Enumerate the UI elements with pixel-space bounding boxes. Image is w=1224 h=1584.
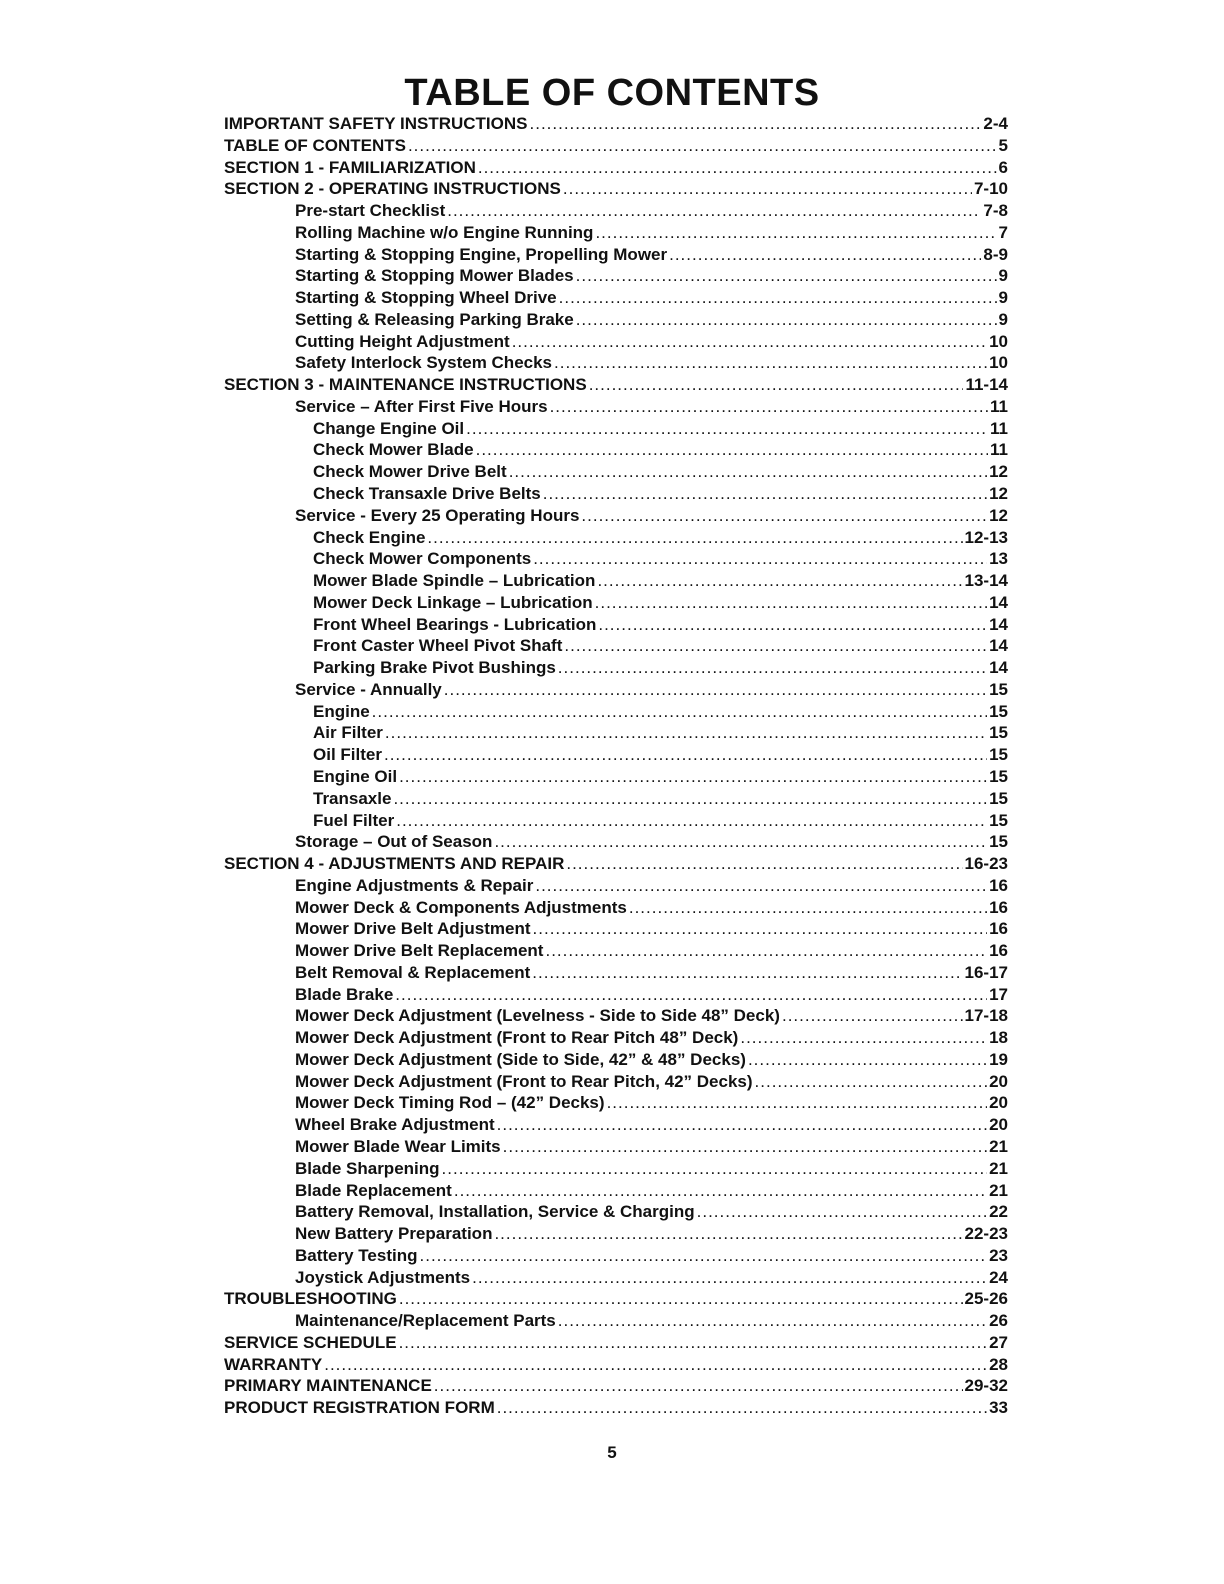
toc-entry-page: 14 <box>989 658 1008 678</box>
toc-entry-page: 13 <box>989 549 1008 569</box>
dot-leader <box>395 984 987 1006</box>
toc-entry <box>224 135 1008 157</box>
toc-entry <box>224 701 1008 723</box>
toc-entry <box>224 918 1008 940</box>
toc-entry-page: 9 <box>998 309 1008 329</box>
toc-entry-page: 16 <box>989 919 1008 939</box>
toc-entry-page: 6 <box>998 157 1008 177</box>
toc-entry-page: 15 <box>989 745 1008 765</box>
toc-entry-page: 7-8 <box>983 201 1008 221</box>
page-number: 5 <box>607 1443 617 1462</box>
toc-entry <box>224 1114 1008 1136</box>
toc-entry <box>224 439 1008 461</box>
dot-leader <box>533 548 987 570</box>
toc-entry-label: Mower Deck Timing Rod – (42” Decks) <box>295 1093 605 1113</box>
toc-entry-label: Mower Drive Belt Replacement <box>295 941 544 961</box>
dot-leader <box>607 1092 988 1114</box>
toc-entry-label: Check Mower Drive Belt <box>313 462 507 482</box>
dot-leader <box>447 200 981 222</box>
toc-entry-label: Blade Brake <box>295 984 394 1004</box>
toc-entry <box>224 1158 1008 1180</box>
toc-entry <box>224 418 1008 440</box>
toc-entry-label: New Battery Preparation <box>295 1224 493 1244</box>
dot-leader <box>427 527 962 549</box>
toc-entry-page: 11 <box>990 396 1008 416</box>
toc-entry-page: 23 <box>989 1245 1008 1265</box>
toc-entry-page: 33 <box>989 1398 1008 1418</box>
toc-entry-page: 19 <box>989 1049 1008 1069</box>
toc-entry-page: 20 <box>989 1071 1008 1091</box>
toc-entry <box>224 1310 1008 1332</box>
toc-entry <box>224 679 1008 701</box>
toc-entry-label: SERVICE SCHEDULE <box>224 1332 397 1352</box>
toc-entry <box>224 1332 1008 1354</box>
dot-leader <box>408 135 997 157</box>
toc-entry-page: 15 <box>989 723 1008 743</box>
toc-entry <box>224 352 1008 374</box>
dot-leader <box>598 614 987 636</box>
toc-entry-page: 15 <box>989 810 1008 830</box>
toc-entry <box>224 853 1008 875</box>
toc-entry-label: Safety Interlock System Checks <box>295 353 553 373</box>
dot-leader <box>595 592 987 614</box>
toc-entry-page: 21 <box>989 1158 1008 1178</box>
dot-leader <box>554 352 987 374</box>
toc-entry-page: 12-13 <box>964 527 1008 547</box>
dot-leader <box>393 788 987 810</box>
toc-entry-label: TROUBLESHOOTING <box>224 1289 397 1309</box>
toc-entry-page: 9 <box>998 266 1008 286</box>
toc-entry <box>224 1201 1008 1223</box>
toc-entry-page: 7-10 <box>973 179 1008 199</box>
toc-entry-page: 20 <box>989 1093 1008 1113</box>
toc-entry-page: 17-18 <box>964 1006 1008 1026</box>
toc-entry <box>224 592 1008 614</box>
toc-entry <box>224 461 1008 483</box>
toc-entry-label: Mower Deck Adjustment (Side to Side, 42” & 48” Decks) <box>295 1049 746 1069</box>
toc-entry <box>224 1288 1008 1310</box>
toc-entry <box>224 265 1008 287</box>
toc-entry-page: 14 <box>989 636 1008 656</box>
toc-entry <box>224 744 1008 766</box>
dot-leader <box>434 1375 963 1397</box>
toc-entry-label: Fuel Filter <box>313 810 395 830</box>
page-title: TABLE OF CONTENTS <box>404 72 820 114</box>
toc-entry-label: Mower Blade Spindle – Lubrication <box>313 571 596 591</box>
toc-entry-label: Starting & Stopping Mower Blades <box>295 266 574 286</box>
dot-leader <box>420 1245 988 1267</box>
toc-entry <box>224 244 1008 266</box>
dot-leader <box>558 1310 987 1332</box>
toc-entry-label: SECTION 3 - MAINTENANCE INSTRUCTIONS <box>224 375 587 395</box>
toc-entry <box>224 1049 1008 1071</box>
dot-leader <box>740 1027 987 1049</box>
dot-leader <box>595 222 996 244</box>
toc-entry-page: 25-26 <box>964 1289 1008 1309</box>
toc-entry <box>224 657 1008 679</box>
toc-entry <box>224 1223 1008 1245</box>
toc-entry-label: Engine <box>313 701 370 721</box>
dot-leader <box>444 679 987 701</box>
dot-leader <box>755 1071 988 1093</box>
dot-leader <box>385 722 987 744</box>
toc-entry-page: 21 <box>989 1136 1008 1156</box>
toc-entry-page: 11 <box>990 418 1008 438</box>
toc-entry-page: 22 <box>989 1202 1008 1222</box>
toc-entry-page: 15 <box>989 766 1008 786</box>
toc-entry-page: 16-23 <box>964 854 1008 874</box>
toc-entry-label: TABLE OF CONTENTS <box>224 135 406 155</box>
dot-leader <box>550 396 988 418</box>
toc-entry-label: Check Mower Blade <box>313 440 474 460</box>
toc-entry <box>224 1245 1008 1267</box>
toc-entry-label: Battery Removal, Installation, Service & Charging <box>295 1202 695 1222</box>
toc-entry <box>224 1354 1008 1376</box>
toc-entry-page: 29-32 <box>964 1376 1008 1396</box>
toc-entry <box>224 222 1008 244</box>
toc-entry <box>224 614 1008 636</box>
toc-entry <box>224 1005 1008 1027</box>
dot-leader <box>576 265 997 287</box>
toc-entry-label: Parking Brake Pivot Bushings <box>313 658 556 678</box>
toc-entry-label: Starting & Stopping Wheel Drive <box>295 288 557 308</box>
toc-entry-label: Mower Deck Adjustment (Front to Rear Pitch, 42” Decks) <box>295 1071 753 1091</box>
toc-entry-label: Maintenance/Replacement Parts <box>295 1311 556 1331</box>
toc-entry <box>224 1180 1008 1202</box>
toc-entry-page: 26 <box>989 1311 1008 1331</box>
toc-entry-label: Pre-start Checklist <box>295 201 446 221</box>
toc-entry-label: Service - Every 25 Operating Hours <box>295 505 580 525</box>
toc-entry-label: Battery Testing <box>295 1245 418 1265</box>
toc-entry-page: 11 <box>990 440 1008 460</box>
toc-entry-label: Cutting Height Adjustment <box>295 331 510 351</box>
toc-entry-page: 2-4 <box>983 114 1008 133</box>
toc-entry <box>224 570 1008 592</box>
toc-entry <box>224 940 1008 962</box>
toc-entry <box>224 157 1008 179</box>
toc-entry <box>224 200 1008 222</box>
dot-leader <box>442 1158 988 1180</box>
toc-entry <box>224 527 1008 549</box>
dot-leader <box>782 1005 963 1027</box>
dot-leader <box>454 1180 987 1202</box>
dot-leader <box>476 439 988 461</box>
toc-entry <box>224 178 1008 200</box>
toc-entry <box>224 810 1008 832</box>
toc-entry <box>224 897 1008 919</box>
toc-entry-label: Wheel Brake Adjustment <box>295 1115 495 1135</box>
dot-leader <box>509 461 987 483</box>
toc-entry-label: PRIMARY MAINTENANCE <box>224 1376 432 1396</box>
toc-entry-page: 7 <box>998 222 1008 242</box>
toc-entry-page: 10 <box>989 353 1008 373</box>
toc-entry-label: Front Caster Wheel Pivot Shaft <box>313 636 563 656</box>
dot-leader <box>566 853 962 875</box>
toc-entry-label: Check Transaxle Drive Belts <box>313 484 541 504</box>
dot-leader <box>597 570 962 592</box>
dot-leader <box>396 810 987 832</box>
toc-entry <box>224 875 1008 897</box>
toc-entry <box>224 766 1008 788</box>
toc-entry <box>224 1136 1008 1158</box>
dot-leader <box>581 505 987 527</box>
toc-entry-label: Engine Oil <box>313 766 398 786</box>
dot-leader <box>399 1288 963 1310</box>
dot-leader <box>533 918 988 940</box>
toc-entry-label: Oil Filter <box>313 745 382 765</box>
toc-entry <box>224 548 1008 570</box>
dot-leader <box>494 1223 962 1245</box>
toc-entry-page: 15 <box>989 788 1008 808</box>
dot-leader <box>697 1201 987 1223</box>
toc-entry <box>224 984 1008 1006</box>
toc-entry-page: 16 <box>989 941 1008 961</box>
toc-entry-label: Rolling Machine w/o Engine Running <box>295 222 594 242</box>
toc-entry-page: 15 <box>989 701 1008 721</box>
dot-leader <box>399 1332 988 1354</box>
dot-leader <box>629 897 987 919</box>
toc-entry-label: Transaxle <box>313 788 392 808</box>
dot-leader <box>503 1136 987 1158</box>
toc-entry-page: 14 <box>989 614 1008 634</box>
toc-entry-page: 15 <box>989 832 1008 852</box>
dot-leader <box>324 1354 987 1376</box>
dot-leader <box>512 331 987 353</box>
toc-entry-label: Air Filter <box>313 723 383 743</box>
toc-entry <box>224 1092 1008 1114</box>
dot-leader <box>399 766 987 788</box>
toc-entry <box>224 1375 1008 1397</box>
toc-entry <box>224 113 1008 135</box>
toc-entry-page: 17 <box>989 984 1008 1004</box>
toc-entry <box>224 1267 1008 1289</box>
dot-leader <box>563 178 972 200</box>
dot-leader <box>530 113 982 135</box>
dot-leader <box>494 831 987 853</box>
toc-entry <box>224 1027 1008 1049</box>
dot-leader <box>558 657 987 679</box>
toc-entry-page: 12 <box>989 505 1008 525</box>
toc-entry-label: Setting & Releasing Parking Brake <box>295 309 574 329</box>
toc-entry-label: Service – After First Five Hours <box>295 396 548 416</box>
toc-entry-label: Blade Replacement <box>295 1180 452 1200</box>
toc-entry-page: 24 <box>989 1267 1008 1287</box>
dot-leader <box>384 744 987 766</box>
dot-leader <box>497 1114 987 1136</box>
toc-entry-label: Service - Annually <box>295 679 442 699</box>
toc-entry-page: 16 <box>989 875 1008 895</box>
dot-leader <box>478 157 997 179</box>
dot-leader <box>497 1397 987 1419</box>
toc-entry-label: IMPORTANT SAFETY INSTRUCTIONS <box>224 114 528 133</box>
dot-leader <box>748 1049 987 1071</box>
toc-entry-label: Change Engine Oil <box>313 418 465 438</box>
toc-entry <box>224 505 1008 527</box>
toc-entry <box>224 396 1008 418</box>
dot-leader <box>535 875 987 897</box>
toc-entry <box>224 831 1008 853</box>
toc-entry-page: 13-14 <box>964 571 1008 591</box>
toc-entry-label: Starting & Stopping Engine, Propelling Mower <box>295 244 668 264</box>
dot-leader <box>576 309 997 331</box>
toc-entry-label: SECTION 4 - ADJUSTMENTS AND REPAIR <box>224 854 565 874</box>
toc-entry-page: 12 <box>989 462 1008 482</box>
dot-leader <box>543 483 987 505</box>
dot-leader <box>669 244 981 266</box>
toc-entry-label: Front Wheel Bearings - Lubrication <box>313 614 597 634</box>
toc-entry <box>224 287 1008 309</box>
toc-entry <box>224 635 1008 657</box>
toc-entry-page: 20 <box>989 1115 1008 1135</box>
toc-entry-page: 11-14 <box>965 375 1008 395</box>
dot-leader <box>532 962 962 984</box>
toc-entry-label: Mower Deck & Components Adjustments <box>295 897 627 917</box>
toc-entry-label: Mower Deck Linkage – Lubrication <box>313 592 593 612</box>
toc-entry-label: Mower Drive Belt Adjustment <box>295 919 531 939</box>
dot-leader <box>472 1267 987 1289</box>
toc-entry-label: Joystick Adjustments <box>295 1267 471 1287</box>
toc-entry-label: Check Engine <box>313 527 426 547</box>
toc-entry-page: 27 <box>989 1332 1008 1352</box>
toc-entry-page: 15 <box>989 679 1008 699</box>
toc-entry-label: PRODUCT REGISTRATION FORM <box>224 1398 495 1418</box>
dot-leader <box>545 940 987 962</box>
toc-entry-page: 28 <box>989 1354 1008 1374</box>
toc-entry-page: 21 <box>989 1180 1008 1200</box>
toc-entry <box>224 483 1008 505</box>
toc-entry <box>224 962 1008 984</box>
toc-entry-page: 12 <box>989 484 1008 504</box>
toc-entry-label: Mower Deck Adjustment (Levelness - Side to Side 48” Deck) <box>295 1006 780 1026</box>
dot-leader <box>589 374 964 396</box>
toc-entry-label: Check Mower Components <box>313 549 532 569</box>
toc-entry-label: Belt Removal & Replacement <box>295 962 531 982</box>
toc-list <box>224 113 1008 1419</box>
toc-entry-label: SECTION 1 - FAMILIARIZATION <box>224 157 476 177</box>
toc-entry <box>224 374 1008 396</box>
toc-entry-label: Engine Adjustments & Repair <box>295 875 534 895</box>
dot-leader <box>564 635 987 657</box>
dot-leader <box>466 418 988 440</box>
toc-entry <box>224 331 1008 353</box>
toc-entry-page: 14 <box>989 592 1008 612</box>
toc-entry-label: SECTION 2 - OPERATING INSTRUCTIONS <box>224 179 561 199</box>
toc-entry <box>224 309 1008 331</box>
toc-entry-page: 16 <box>989 897 1008 917</box>
toc-entry-label: Mower Deck Adjustment (Front to Rear Pitch 48” Deck) <box>295 1028 739 1048</box>
toc-entry-page: 5 <box>998 135 1008 155</box>
toc-entry <box>224 788 1008 810</box>
toc-entry-label: Mower Blade Wear Limits <box>295 1136 501 1156</box>
toc-entry-page: 18 <box>989 1028 1008 1048</box>
toc-entry-page: 10 <box>989 331 1008 351</box>
toc-entry-label: Storage – Out of Season <box>295 832 493 852</box>
toc-entry-label: Blade Sharpening <box>295 1158 440 1178</box>
toc-entry <box>224 1071 1008 1093</box>
dot-leader <box>372 701 987 723</box>
toc-entry-page: 8-9 <box>983 244 1008 264</box>
toc-entry <box>224 722 1008 744</box>
toc-entry <box>224 1397 1008 1419</box>
toc-entry-label: WARRANTY <box>224 1354 323 1374</box>
toc-entry-page: 9 <box>998 288 1008 308</box>
dot-leader <box>559 287 997 309</box>
toc-entry-page: 16-17 <box>964 962 1008 982</box>
toc-entry-page: 22-23 <box>964 1224 1008 1244</box>
